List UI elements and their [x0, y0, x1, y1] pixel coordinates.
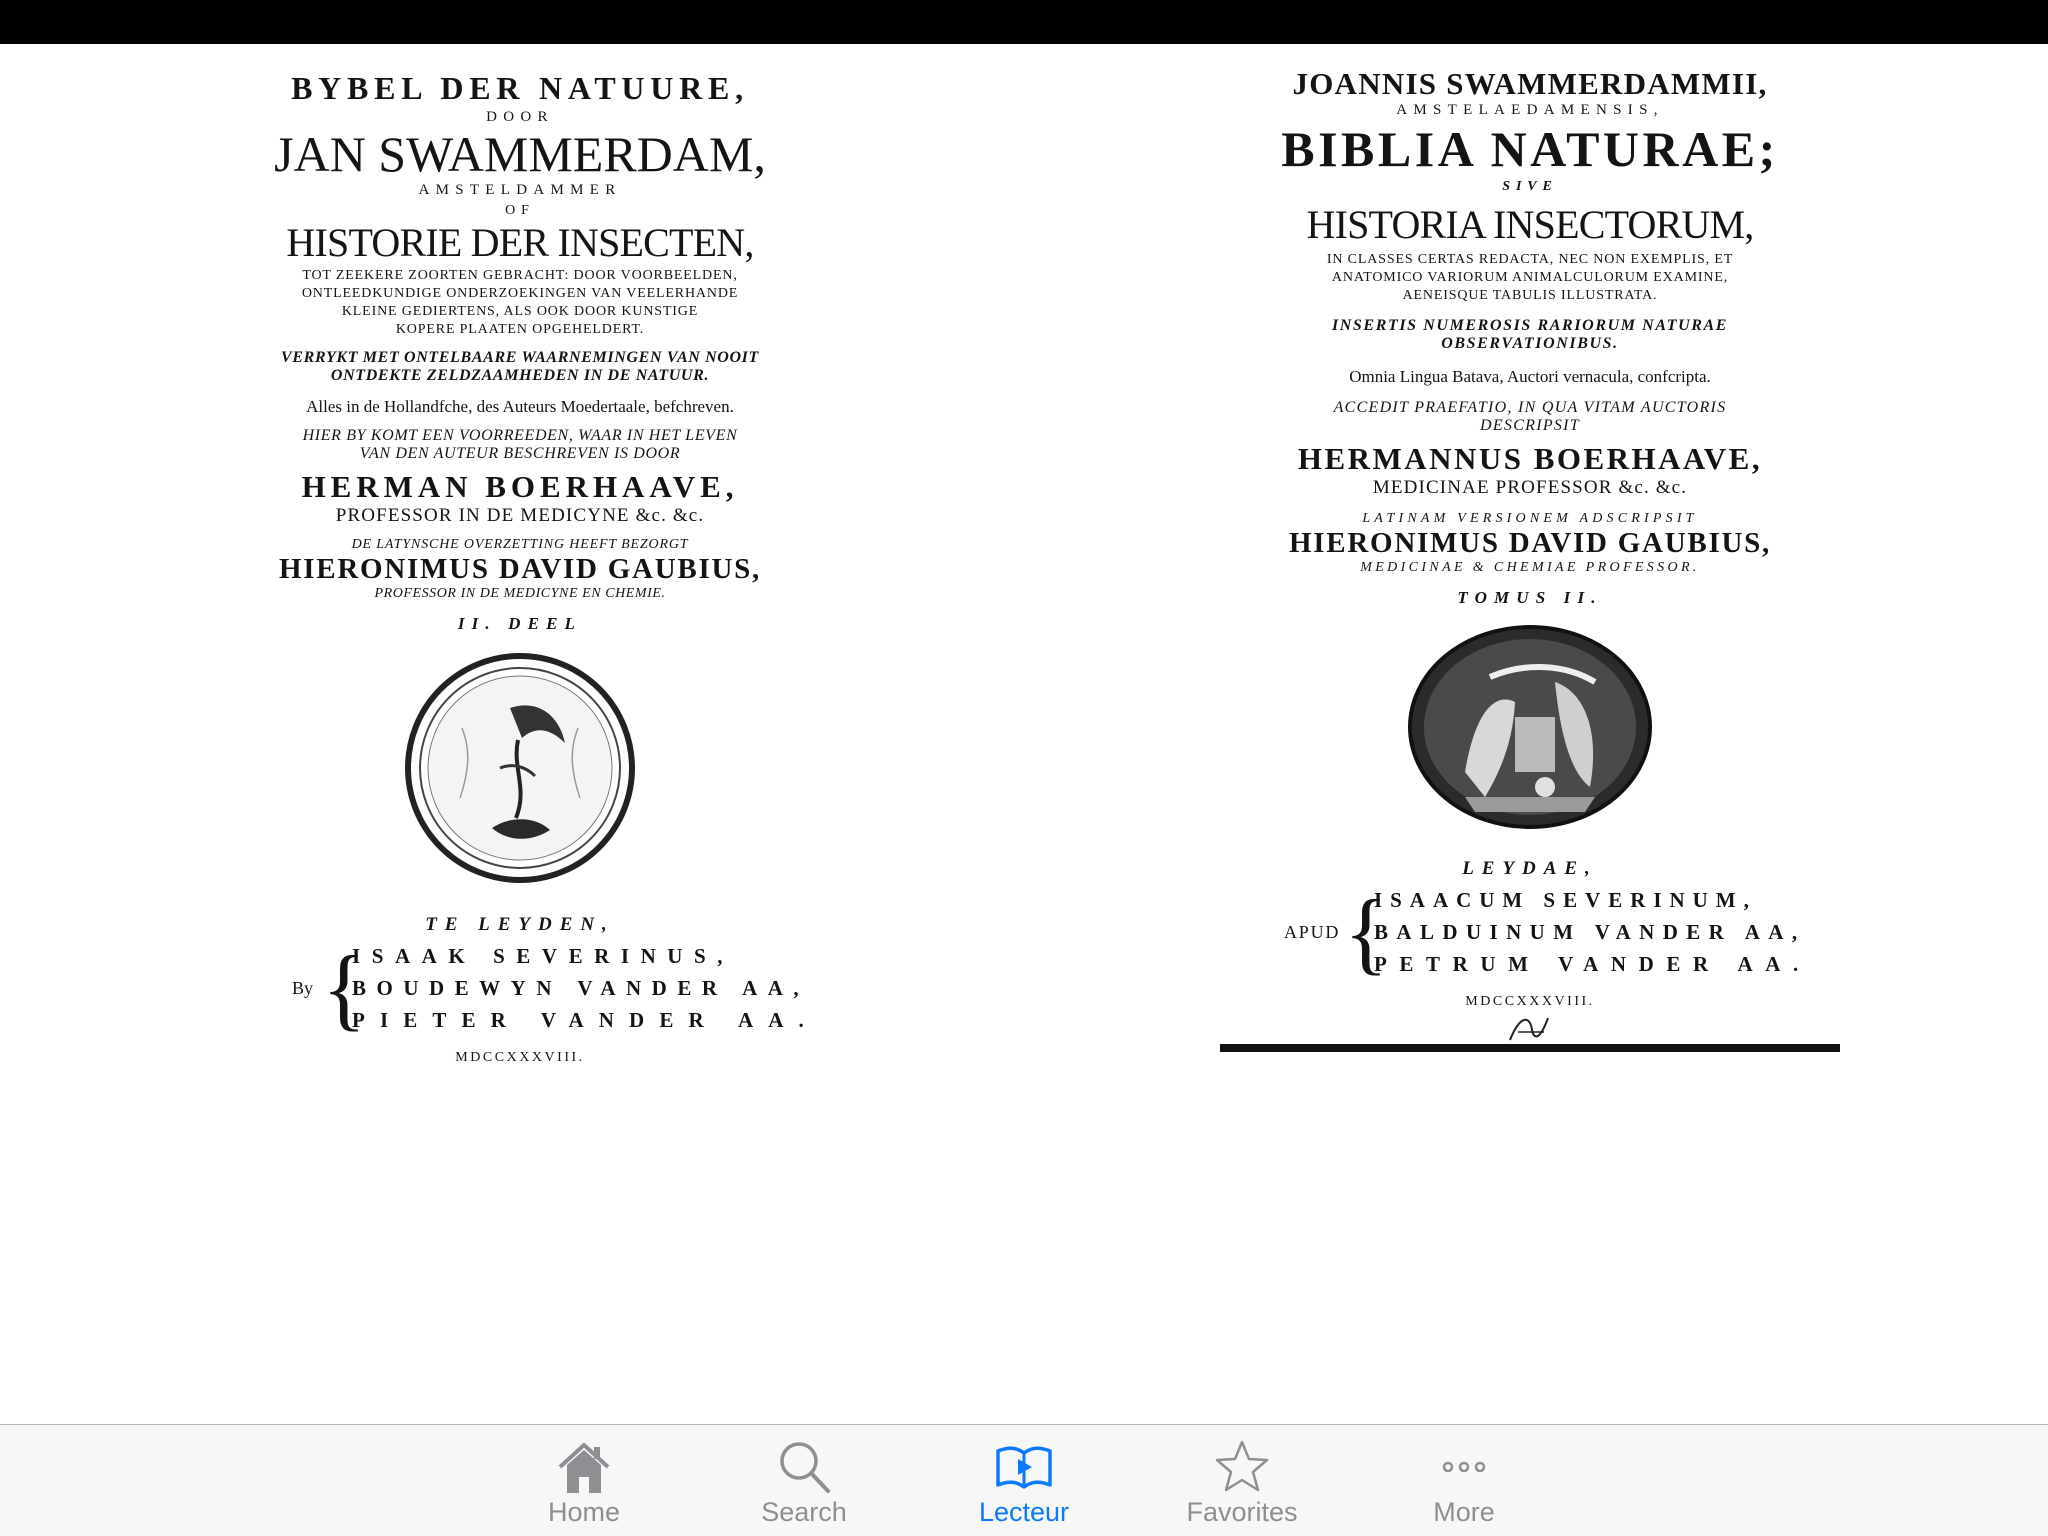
- left-subtitle-line: TOT ZEEKERE ZOORTEN GEBRACHT: DOOR VOORBEELDEN,: [302, 268, 738, 283]
- right-subtitle-line: ANATOMICO VARIORUM ANIMALCULORUM EXAMINE,: [1331, 270, 1729, 285]
- right-main-title: BIBLIA NATURAE;: [1281, 121, 1779, 177]
- left-place: TE LEYDEN,: [425, 914, 615, 935]
- right-apud-label: APUD: [1284, 922, 1341, 942]
- right-author-origin: AMSTELAEDAMENSIS,: [1396, 102, 1664, 118]
- right-place: LEYDAE,: [1462, 858, 1598, 879]
- right-title-line: JOANNIS SWAMMERDAMMII,: [1292, 66, 1768, 101]
- magnifier-icon: [774, 1437, 834, 1497]
- left-title-page: [220, 44, 820, 1066]
- left-imprint-row: ISAAK SEVERINUS,: [352, 944, 735, 968]
- right-editor-title: MEDICINAE PROFESSOR &c. &c.: [1372, 477, 1688, 498]
- tab-more[interactable]: [1374, 1425, 1554, 1536]
- left-enriched-line: ONTDEKTE ZELDZAAMHEDEN IN DE NATUUR.: [330, 367, 710, 384]
- right-observations-line: OBSERVATIONIBUS.: [1441, 335, 1619, 352]
- left-of: OF: [505, 203, 535, 218]
- home-icon: [554, 1437, 614, 1497]
- tab-bar: [0, 1424, 2048, 1536]
- ellipsis-icon: [1434, 1437, 1494, 1497]
- right-editor-name: HERMANNUS BOERHAAVE,: [1297, 441, 1763, 476]
- left-imprint: [260, 937, 819, 1044]
- book-reader-view[interactable]: [0, 44, 2048, 1424]
- left-imprint-row: BOUDEWYN VANDER AA,: [352, 976, 810, 1000]
- right-subtitle-main: HISTORIA INSECTORUM,: [1306, 202, 1754, 247]
- right-preface-line: DESCRIPSIT: [1480, 417, 1580, 434]
- left-volume: II. DEEL: [457, 614, 583, 633]
- right-year: MDCCXXXVIII.: [1465, 994, 1595, 1009]
- left-door: DOOR: [486, 109, 554, 125]
- left-title-line: BYBEL DER NATUURE,: [291, 70, 749, 106]
- left-editor-title: PROFESSOR IN DE MEDICYNE &c. &c.: [335, 505, 705, 526]
- tab-search-label: Search: [761, 1497, 847, 1527]
- right-observations-line: INSERTIS NUMEROSIS RARIORUM NATURAE: [1331, 317, 1729, 334]
- left-author-name: JAN SWAMMERDAM,: [274, 126, 766, 182]
- left-author-origin: AMSTELDAMMER: [418, 182, 622, 198]
- left-preface-line: HIER BY KOMT EEN VOORREEDEN, WAAR IN HET LEVEN: [302, 427, 738, 444]
- right-language-line: Omnia Lingua Batava, Auctori vernacula, confcripta.: [1349, 367, 1711, 386]
- tab-favorites-label: Favorites: [1186, 1497, 1298, 1527]
- right-imprint: [1260, 881, 1811, 988]
- left-by-label: By: [292, 978, 314, 998]
- right-imprint-row: BALDUINUM VANDER AA,: [1374, 920, 1806, 944]
- left-preface-line: VAN DEN AUTEUR BESCHREVEN IS DOOR: [359, 445, 681, 462]
- right-translation-line: LATINAM VERSIONEM ADSCRIPSIT: [1362, 511, 1698, 526]
- tab-home-label: Home: [547, 1497, 621, 1527]
- left-translator-name: HIERONIMUS DAVID GAUBIUS,: [278, 553, 762, 585]
- open-book-icon: [994, 1437, 1054, 1497]
- right-volume: TOMUS II.: [1457, 588, 1603, 607]
- tab-more-label: More: [1433, 1497, 1495, 1527]
- left-editor-name: HERMAN BOERHAAVE,: [301, 469, 739, 504]
- left-brace: {: [322, 937, 367, 1039]
- right-page-bottom-rule: [1220, 1044, 1840, 1052]
- right-translator-title: MEDICINAE & CHEMIAE PROFESSOR.: [1360, 560, 1700, 575]
- right-sive: SIVE: [1502, 179, 1558, 194]
- left-subtitle-line: ONTLEEDKUNDIGE ONDERZOEKINGEN VAN VEELERHANDE: [301, 286, 739, 301]
- right-brace: {: [1344, 881, 1389, 983]
- left-imprint-row: PIETER VANDER AA.: [352, 1008, 819, 1032]
- tab-lecteur[interactable]: [934, 1425, 1114, 1536]
- left-language-line: Alles in de Hollandfche, des Auteurs Moedertaale, befchreven.: [306, 397, 734, 416]
- left-medallion-engraving: [400, 648, 640, 888]
- tab-home[interactable]: [494, 1425, 674, 1536]
- left-subtitle-line: KOPERE PLAATEN OPGEHELDERT.: [395, 322, 645, 337]
- left-translator-title: PROFESSOR IN DE MEDICYNE EN CHEMIE.: [374, 586, 666, 601]
- tab-favorites[interactable]: [1152, 1425, 1332, 1536]
- star-icon: [1212, 1437, 1272, 1497]
- tab-lecteur-label: Lecteur: [978, 1497, 1070, 1527]
- right-printer-monogram: [1500, 1010, 1560, 1044]
- left-subtitle-line: KLEINE GEDIERTENS, ALS OOK DOOR KUNSTIGE: [341, 304, 699, 319]
- right-preface-line: ACCEDIT PRAEFATIO, IN QUA VITAM AUCTORIS: [1333, 399, 1727, 416]
- right-oval-engraving: [1405, 622, 1655, 832]
- right-imprint-row: PETRUM VANDER AA.: [1374, 952, 1811, 976]
- right-translator-name: HIERONIMUS DAVID GAUBIUS,: [1288, 527, 1772, 559]
- right-imprint-row: ISAACUM SEVERINUM,: [1374, 888, 1757, 912]
- status-bar: [0, 0, 2048, 44]
- left-enriched-line: VERRYKT MET ONTELBAARE WAARNEMINGEN VAN NOOIT: [281, 349, 759, 366]
- right-title-page: [1220, 44, 1840, 1052]
- tab-search[interactable]: [714, 1425, 894, 1536]
- left-year: MDCCXXXVIII.: [455, 1050, 585, 1065]
- left-main-title: HISTORIE DER INSECTEN,: [286, 220, 754, 265]
- left-translation-line: DE LATYNSCHE OVERZETTING HEEFT BEZORGT: [351, 537, 689, 552]
- right-subtitle-line: IN CLASSES CERTAS REDACTA, NEC NON EXEMPLIS, ET: [1326, 252, 1734, 267]
- right-subtitle-line: AENEISQUE TABULIS ILLUSTRATA.: [1402, 288, 1658, 303]
